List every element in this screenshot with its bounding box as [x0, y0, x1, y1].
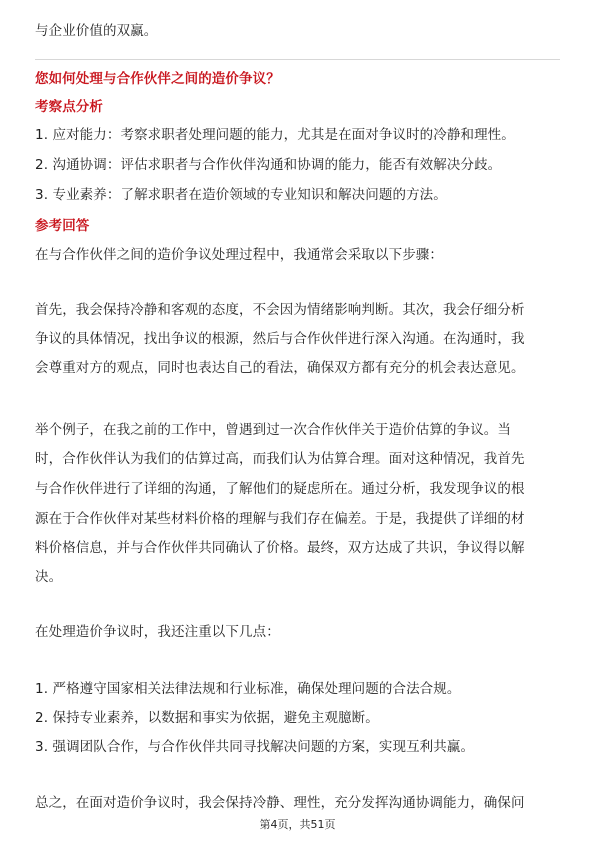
answer-paragraph-line: 争议的具体情况，找出争议的根源，然后与合作伙伴进行深入沟通。在沟通时，我: [35, 331, 525, 347]
answer-paragraph-line: 会尊重对方的观点，同时也表达自己的看法，确保双方都有充分的机会表达意见。: [35, 360, 525, 376]
intro-tail-text: 与企业价值的双赢。: [35, 23, 158, 39]
answer-paragraph-line: 首先，我会保持冷静和客观的态度，不会因为情绪影响判断。其次，我会仔细分析: [35, 302, 525, 318]
analysis-item: 1. 应对能力：考察求职者处理问题的能力，尤其是在面对争议时的冷静和理性。: [35, 127, 515, 143]
points-item: 3. 强调团队合作，与合作伙伴共同寻找解决问题的方案，实现互利共赢。: [35, 739, 475, 755]
points-intro: 在处理造价争议时，我还注重以下几点：: [35, 624, 280, 640]
page-number: 第4页，共51页: [259, 818, 336, 831]
analysis-heading: 考察点分析: [35, 99, 103, 115]
answer-example-line: 与合作伙伴进行了详细的沟通，了解他们的疑虑所在。通过分析，我发现争议的根: [35, 481, 525, 497]
answer-example-line: 时，合作伙伴认为我们的估算过高，而我们认为估算合理。面对这种情况，我首先: [35, 451, 525, 467]
analysis-item: 3. 专业素养：了解求职者在造价领域的专业知识和解决问题的方法。: [35, 187, 447, 203]
points-item: 2. 保持专业素养，以数据和事实为依据，避免主观臆断。: [35, 710, 379, 726]
answer-example-line: 料价格信息，并与合作伙伴共同确认了价格。最终，双方达成了共识，争议得以解: [35, 540, 525, 556]
answer-example-line: 决。: [35, 569, 63, 585]
analysis-item: 2. 沟通协调：评估求职者与合作伙伴沟通和协调的能力，能否有效解决分歧。: [35, 157, 502, 173]
answer-heading: 参考回答: [35, 218, 90, 234]
answer-opening: 在与合作伙伴之间的造价争议处理过程中，我通常会采取以下步骤：: [35, 247, 443, 263]
conclusion-text: 总之，在面对造价争议时，我会保持冷静、理性，充分发挥沟通协调能力，确保问: [35, 795, 525, 811]
answer-example-line: 源在于合作伙伴对某些材料价格的理解与我们存在偏差。于是，我提供了详细的材: [35, 511, 525, 527]
question-heading: 您如何处理与合作伙伴之间的造价争议？: [35, 71, 280, 87]
answer-example-line: 举个例子，在我之前的工作中，曾遇到过一次合作伙伴关于造价估算的争议。当: [35, 422, 511, 438]
section-divider: [35, 59, 560, 60]
points-item: 1. 严格遵守国家相关法律法规和行业标准，确保处理问题的合法合规。: [35, 681, 461, 697]
